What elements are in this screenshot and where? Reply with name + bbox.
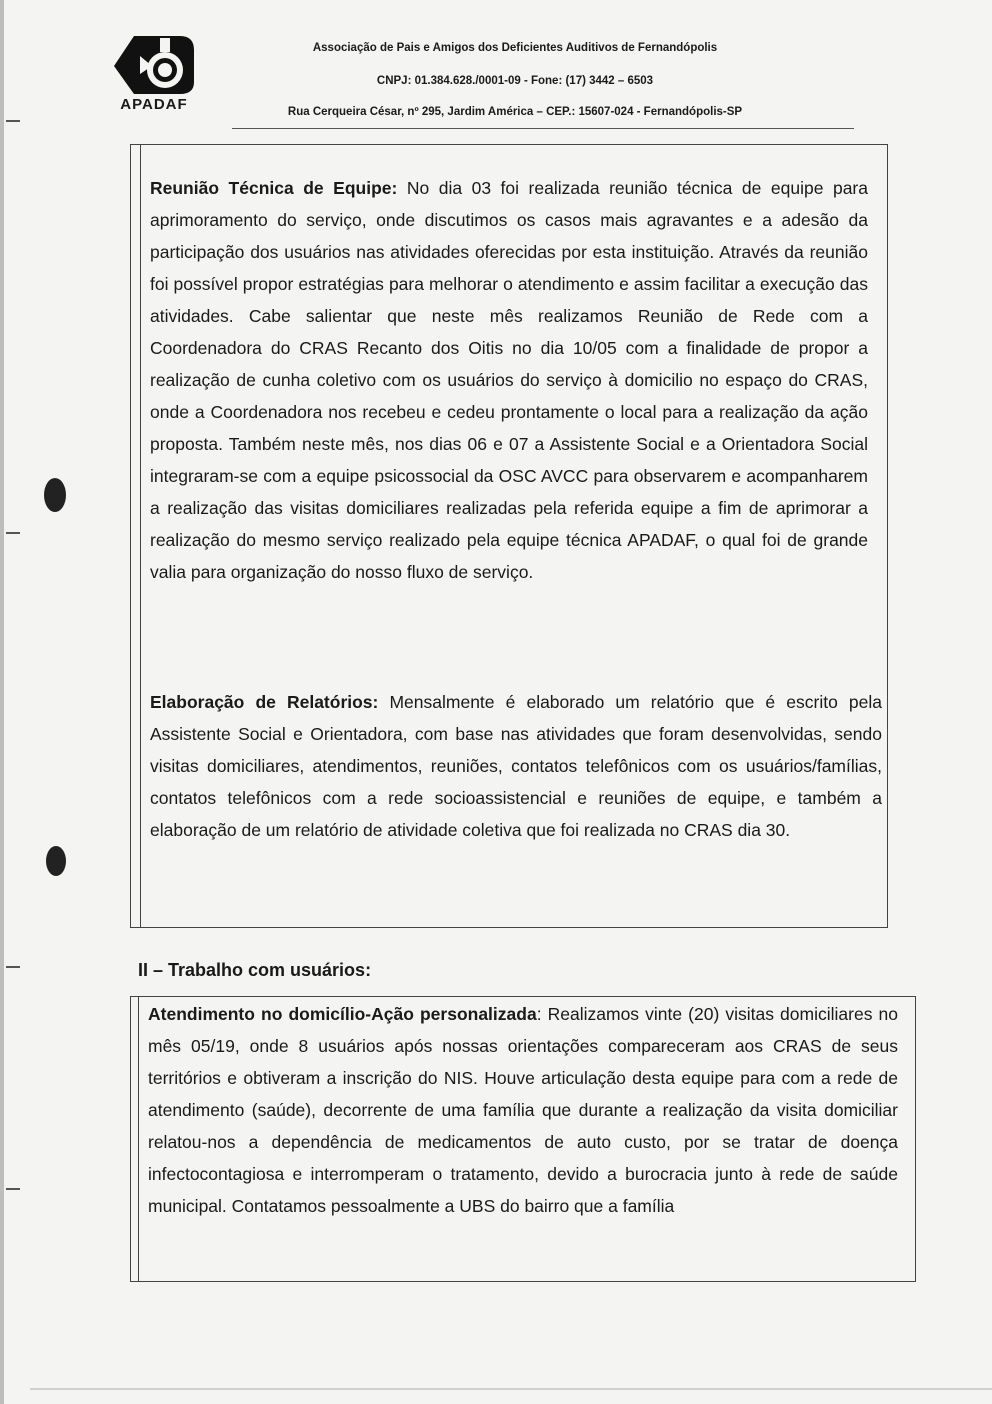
address: Rua Cerqueira César, nº 295, Jardim América – CEP.: 15607-024 - Fernandópolis-SP [287,106,743,118]
activities-box-inner-line [140,144,141,928]
ear-logo-icon [110,32,198,96]
team-meeting-text: No dia 03 foi realizada reunião técnica de equipe para aprimoramento do serviço, onde discutimos os casos mais agravantes e a adesão da participação dos usuários nas atividades oferecidas por esta instituição. Através da reunião foi possível propor estratégias para melhorar o atendimento e assim facilitar a execução das atividades. Cabe salientar que neste mês realizamos Reunião de Rede com a Coordenadora do CRAS Recanto dos Oitis no dia 10/05 com a finalidade de propor a realização de cunha coletivo com os usuários do serviço à domicilio no espaço do CRAS, onde a Coordenadora nos recebeu e cedeu prontamente o local para a realização da ação proposta. Também neste mês, nos dias 06 e 07 a Assistente Social e a Orientadora Social integraram-se com a equipe psicossocial da OSC AVCC para observarem e acompanharem a realização das visitas domiciliares realizadas pela referida equipe a fim de aprimorar a realização do mesmo serviço realizado pela equipe técnica APADAF, o qual foi de grande valia para organização do nosso fluxo de serviço. [150,178,868,582]
scan-mark [6,1188,20,1190]
reports-title: Elaboração de Relatórios: [150,692,379,712]
home-care-title: Atendimento no domicílio-Ação personalizada [148,1004,537,1024]
org-name: Associação de Pais e Amigos dos Deficientes Auditivos de Fernandópolis [312,42,718,54]
team-meeting-title: Reunião Técnica de Equipe: [150,178,398,198]
punch-hole-bottom [46,846,66,876]
punch-hole-top [44,478,66,512]
apadaf-logo [104,32,204,116]
logo-text: APADAF [120,96,188,113]
paragraph-reports [150,686,882,846]
reports-text: Mensalmente é elaborado um relatório que é escrito pela Assistente Social e Orientadora, com base nas atividades que foram desenvolvidas, sendo visitas domiciliares, atendimentos, reuniões, contatos telefônicos com os usuários/famílias, contatos telefônicos com a rede socioassistencial e reuniões de equipe, e também a elaboração de um relatório de atividade coletiva que foi realizada no CRAS dia 30. [150,692,882,840]
home-care-box-inner-line [138,996,139,1282]
section-heading: II – Trabalho com usuários: [138,960,372,980]
scan-mark [6,120,20,122]
scan-mark [6,532,20,534]
home-care-text: : Realizamos vinte (20) visitas domiciliares no mês 05/19, onde 8 usuários após nossas orientações compareceram aos CRAS de seus territórios e obtiveram a inscrição do NIS. Houve articulação desta equipe para com a rede de atendimento (saúde), decorrente de uma família que durante a realização da visita domiciliar relatou-nos a dependência de medicamentos de auto custo, por se tratar de doença infectocontagiosa e interromperam o tratamento, devido a burocracia junto à rede de saúde municipal. Contatamos pessoalmente a UBS do bairro que a família [148,1004,898,1216]
scan-bottom-line [30,1388,992,1390]
cnpj-phone: CNPJ: 01.384.628./0001-09 - Fone: (17) 3442 – 6503 [376,75,654,87]
paragraph-home-care [148,998,898,1222]
scan-mark [6,966,20,968]
page-left-edge [0,0,4,1404]
header-rule [232,128,854,129]
paragraph-team-meeting [150,172,868,588]
